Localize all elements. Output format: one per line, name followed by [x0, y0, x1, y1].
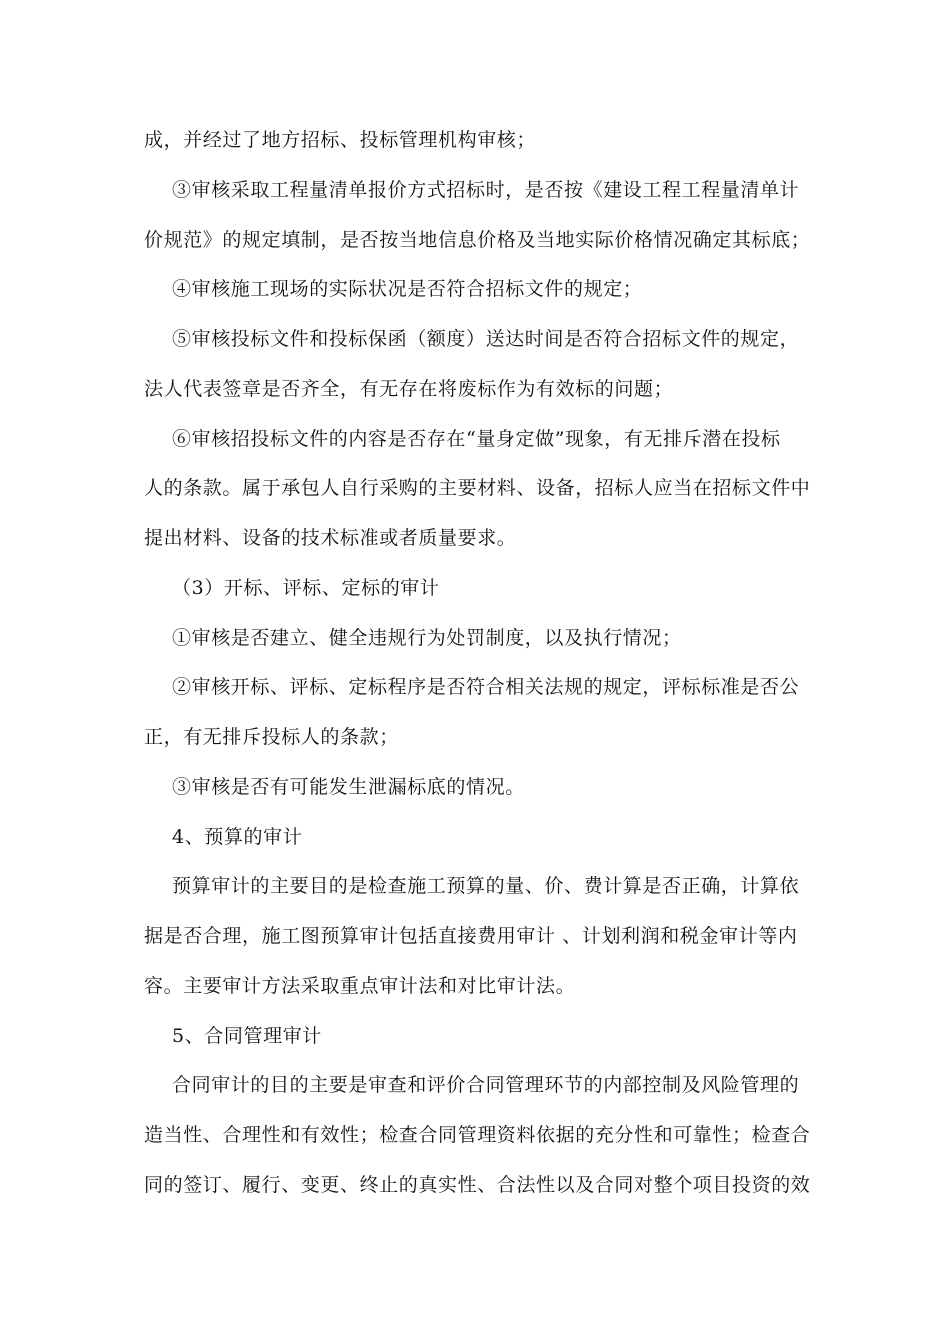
text-line: 合同审计的目的主要是审查和评价合同管理环节的内部控制及风险管理的 — [172, 1074, 800, 1096]
section-heading: （3）开标、评标、定标的审计 — [172, 577, 440, 599]
text-line: 价规范》的规定填制，是否按当地信息价格及当地实际价格情况确定其标底； — [144, 229, 811, 251]
text-line: ③审核是否有可能发生泄漏标底的情况。 — [172, 776, 525, 798]
text-line: 预算审计的主要目的是检查施工预算的量、价、费计算是否正确，计算依 — [172, 875, 800, 897]
text-line: 容。主要审计方法采取重点审计法和对比审计法。 — [144, 975, 576, 997]
text-line: ②审核开标、评标、定标程序是否符合相关法规的规定，评标标准是否公 — [172, 676, 800, 698]
text-line: 正，有无排斥投标人的条款； — [144, 726, 399, 748]
section-heading: 5、合同管理审计 — [172, 1025, 322, 1047]
text-line: ④审核施工现场的实际状况是否符合招标文件的规定； — [172, 278, 643, 300]
text-line: ⑥审核招投标文件的内容是否存在“量身定做”现象，有无排斥潜在投标 — [172, 428, 781, 450]
text-line: ⑤审核投标文件和投标保函（额度）送达时间是否符合招标文件的规定， — [172, 328, 800, 350]
text-line: 人的条款。属于承包人自行采购的主要材料、设备，招标人应当在招标文件中 — [144, 477, 811, 499]
text-line: 据是否合理，施工图预算审计包括直接费用审计 、计划利润和税金审计等内 — [144, 925, 798, 947]
section-heading: 4、预算的审计 — [172, 826, 303, 848]
text-line: 造当性、合理性和有效性；检查合同管理资料依据的充分性和可靠性；检查合 — [144, 1124, 811, 1146]
text-line: ③审核采取工程量清单报价方式招标时，是否按《建设工程工程量清单计 — [172, 179, 800, 201]
text-line: 成，并经过了地方招标、投标管理机构审核； — [144, 129, 537, 151]
text-line: ①审核是否建立、健全违规行为处罚制度，以及执行情况； — [172, 627, 682, 649]
text-line: 提出材料、设备的技术标准或者质量要求。 — [144, 527, 517, 549]
text-line: 法人代表签章是否齐全，有无存在将废标作为有效标的问题； — [144, 378, 674, 400]
text-line: 同的签订、履行、变更、终止的真实性、合法性以及合同对整个项目投资的效 — [144, 1174, 811, 1196]
